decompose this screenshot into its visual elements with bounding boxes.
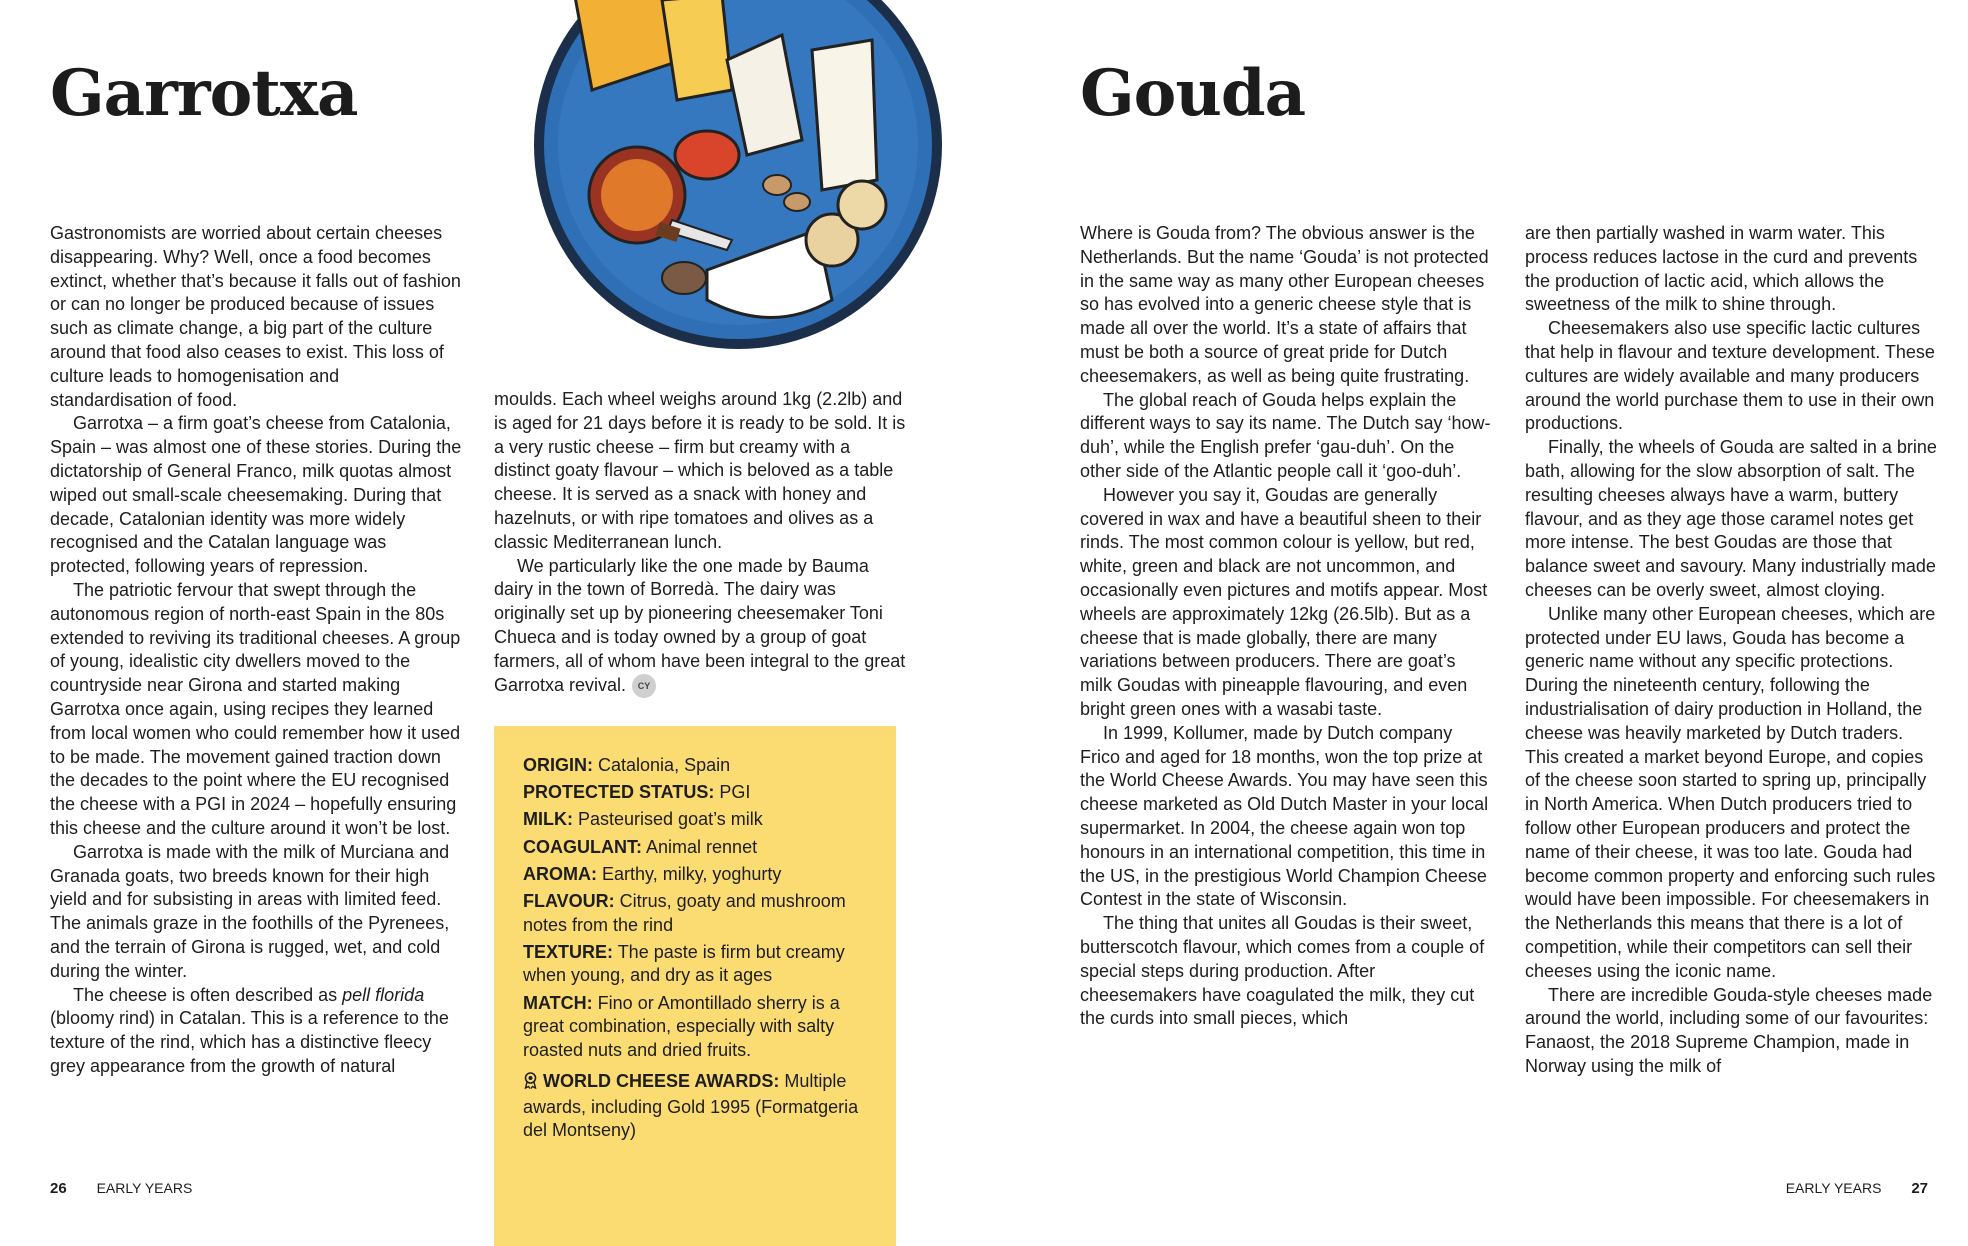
fact-match bbox=[523, 992, 873, 1063]
fact-value: The paste is firm but creamy when young, and dry as it ages bbox=[523, 941, 845, 986]
fact-label: AROMA: bbox=[523, 863, 597, 884]
paragraph: The thing that unites all Goudas is their sweet, butterscotch flavour, which comes from a couple of special steps during production. After cheesemakers have coagulated the milk, they cut the curds into small pieces, which bbox=[1080, 913, 1485, 1029]
gouda-column-2 bbox=[1525, 222, 1937, 1079]
cheese-platter-illustration bbox=[532, 0, 944, 350]
fact-value: Animal rennet bbox=[646, 836, 758, 857]
fact-value: Catalonia, Spain bbox=[598, 755, 731, 775]
fact-label: PROTECTED STATUS: bbox=[523, 782, 715, 803]
fact-flavour bbox=[523, 890, 873, 937]
paragraph: The global reach of Gouda helps explain the different ways to say its name. The Dutch say ‘how-duh’, while the English prefer ‘gau-duh’. On the other side of the Atlantic people call it ‘goo-duh’. bbox=[1080, 389, 1491, 481]
text-run: The cheese is often described as bbox=[73, 984, 343, 1005]
fact-value: Earthy, milky, yoghurty bbox=[602, 863, 782, 884]
fact-protected-status bbox=[523, 781, 873, 805]
page-title-garrotxa: Garrotxa bbox=[50, 56, 358, 131]
fact-awards bbox=[523, 1070, 873, 1143]
fact-value: Pasteurised goat’s milk bbox=[578, 809, 763, 830]
fact-label: FLAVOUR: bbox=[523, 890, 615, 911]
folio-left bbox=[50, 1180, 192, 1197]
fact-label: TEXTURE: bbox=[523, 941, 613, 962]
paragraph: Garrotxa is made with the milk of Murciana and Granada goats, two breeds known for their high yield and for subsisting in areas with limited feed. The animals graze in the foothills of the Pyrenees, and the terrain of Girona is rugged, wet, and cold during the winter. bbox=[50, 841, 450, 981]
fact-label: ORIGIN: bbox=[523, 755, 593, 775]
fact-texture bbox=[523, 941, 873, 988]
garrotxa-column-1 bbox=[50, 222, 462, 1079]
fact-label: COAGULANT: bbox=[523, 836, 642, 857]
garrotxa-column-2 bbox=[494, 388, 906, 698]
page-number: 26 bbox=[50, 1180, 67, 1197]
fact-aroma bbox=[523, 863, 873, 887]
gouda-column-1 bbox=[1080, 222, 1492, 1031]
paragraph: moulds. Each wheel weighs around 1kg (2.2lb) and is aged for 21 days before it is ready to be sold. It is a very rustic cheese – firm but creamy with a distinct goaty flavour – which is beloved as a table cheese. It is served as a snack with honey and hazelnuts, or with ripe tomatoes and olives as a classic Mediterranean lunch. bbox=[494, 389, 906, 552]
paragraph: Gastronomists are worried about certain cheeses disappearing. Why? Well, once a food becomes extinct, whether that’s because it falls out of fashion or can no longer be produced because of issues such as climate change, a big part of the culture around that food also ceases to exist. This loss of culture leads to homogenisation and standardisation of food. bbox=[50, 223, 461, 410]
fact-value: Fino or Amontillado sherry is a great combination, especially with salty roasted nuts and dried fruits. bbox=[523, 992, 840, 1060]
fact-label: MATCH: bbox=[523, 992, 593, 1013]
paragraph: Unlike many other European cheeses, which are protected under EU laws, Gouda has become a generic name without any specific protections. During the nineteenth century, following the industrialisation of dairy production in Holland, the cheese was heavily marketed by Dutch traders. This created a market beyond Europe, and copies of the cheese soon started to spring up, principally in North America. When Dutch producers tried to follow other European producers and protect the name of their cheese, it was too late. Gouda had become common property and enforcing such rules would have been impossible. For cheesemakers in the Netherlands this means that there is a lot of competition, while their competitors can sell their cheeses using the iconic name. bbox=[1525, 603, 1936, 981]
italic-term: pell florida bbox=[342, 984, 425, 1005]
fact-coagulant bbox=[523, 836, 873, 860]
fact-origin bbox=[523, 754, 873, 778]
author-initials-badge: CY bbox=[632, 674, 656, 698]
text-run: (bloomy rind) in Catalan. This is a reference to the texture of the rind, which has a distinctive fleecy grey appearance from the growth of natural bbox=[50, 1008, 449, 1076]
running-head: EARLY YEARS bbox=[96, 1180, 193, 1196]
paragraph: Finally, the wheels of Gouda are salted in a brine bath, allowing for the slow absorption of salt. The resulting cheeses always have a warm, buttery flavour, and as they age those caramel notes get more intense. The best Goudas are those that balance sweet and savoury. Many industrially made cheeses can be overly sweet, almost cloying. bbox=[1525, 437, 1937, 600]
award-medal-icon bbox=[523, 1072, 539, 1096]
fact-value: PGI bbox=[719, 782, 751, 803]
running-head: EARLY YEARS bbox=[1785, 1180, 1882, 1196]
fact-label: MILK: bbox=[523, 809, 573, 830]
text-run: We particularly like the one made by Bauma dairy in the town of Borredà. The dairy was originally set up by pioneering cheesemaker Toni Chueca and is today owned by a group of goat farmers, all of whom have been integral to the great Garrotxa revival. bbox=[494, 555, 906, 695]
fact-list bbox=[523, 754, 873, 1147]
paragraph bbox=[494, 555, 906, 698]
paragraph: Where is Gouda from? The obvious answer is the Netherlands. But the name ‘Gouda’ is not protected in the same way as many other European cheeses so has evolved into a generic cheese style that is made all over the world. It’s a state of affairs that must be both a source of great pride for Dutch cheesemakers, as well as being quite frustrating. bbox=[1080, 223, 1489, 386]
folio-right bbox=[1786, 1180, 1928, 1197]
page-title-gouda: Gouda bbox=[1080, 56, 1306, 131]
paragraph: The patriotic fervour that swept through the autonomous region of north-east Spain in the 80s extended to reviving its traditional cheeses. A group of young, idealistic city dwellers moved to the countryside near Girona and started making Garrotxa once again, using recipes they learned from local women who could remember how it used to be made. The movement gained traction down the decades to the point where the EU recognised the cheese with a PGI in 2024 – hopefully ensuring this cheese and the culture around it won’t be lost. bbox=[50, 579, 461, 838]
fact-value: Citrus, goaty and mushroom notes from the rind bbox=[523, 890, 846, 935]
paragraph bbox=[50, 984, 462, 1079]
paragraph: However you say it, Goudas are generally covered in wax and have a beautiful sheen to their rinds. The most common colour is yellow, but red, white, green and black are not uncommon, and occasionally even pictures and motifs appear. Most wheels are approximately 12kg (26.5lb). But as a cheese that is made globally, there are many variations between producers. There are goat’s milk Goudas with pineapple flavouring, and even bright green ones with a wasabi taste. bbox=[1080, 484, 1488, 719]
fact-value: Multiple awards, including Gold 1995 (Formatgeria del Montseny) bbox=[523, 1071, 859, 1141]
paragraph: Cheesemakers also use specific lactic cultures that help in flavour and texture development. These cultures are widely available and many producers around the world purchase them to use in their own productions. bbox=[1525, 318, 1935, 434]
paragraph: Garrotxa – a firm goat’s cheese from Catalonia, Spain – was almost one of these stories. During the dictatorship of General Franco, milk quotas almost wiped out small-scale cheesemaking. During that decade, Catalonian identity was more widely recognised and the Catalan language was protected, following years of repression. bbox=[50, 413, 462, 577]
page-number: 27 bbox=[1911, 1180, 1928, 1197]
fact-label: WORLD CHEESE AWARDS: bbox=[543, 1071, 780, 1092]
fact-box bbox=[494, 726, 896, 1246]
paragraph: In 1999, Kollumer, made by Dutch company Frico and aged for 18 months, won the top prize at the World Cheese Awards. You may have seen this cheese marketed as Old Dutch Master in your local supermarket. In 2004, the cheese again won top honours in an international competition, this time in the US, in the prestigious World Champion Cheese Contest in the state of Wisconsin. bbox=[1080, 722, 1489, 910]
paragraph: are then partially washed in warm water. This process reduces lactose in the curd and prevents the production of lactic acid, which allows the sweetness of the milk to shine through. bbox=[1525, 223, 1918, 315]
paragraph: There are incredible Gouda-style cheeses made around the world, including some of our favourites: Fanaost, the 2018 Supreme Champion, made in Norway using the milk of bbox=[1525, 984, 1933, 1076]
fact-milk bbox=[523, 808, 873, 832]
